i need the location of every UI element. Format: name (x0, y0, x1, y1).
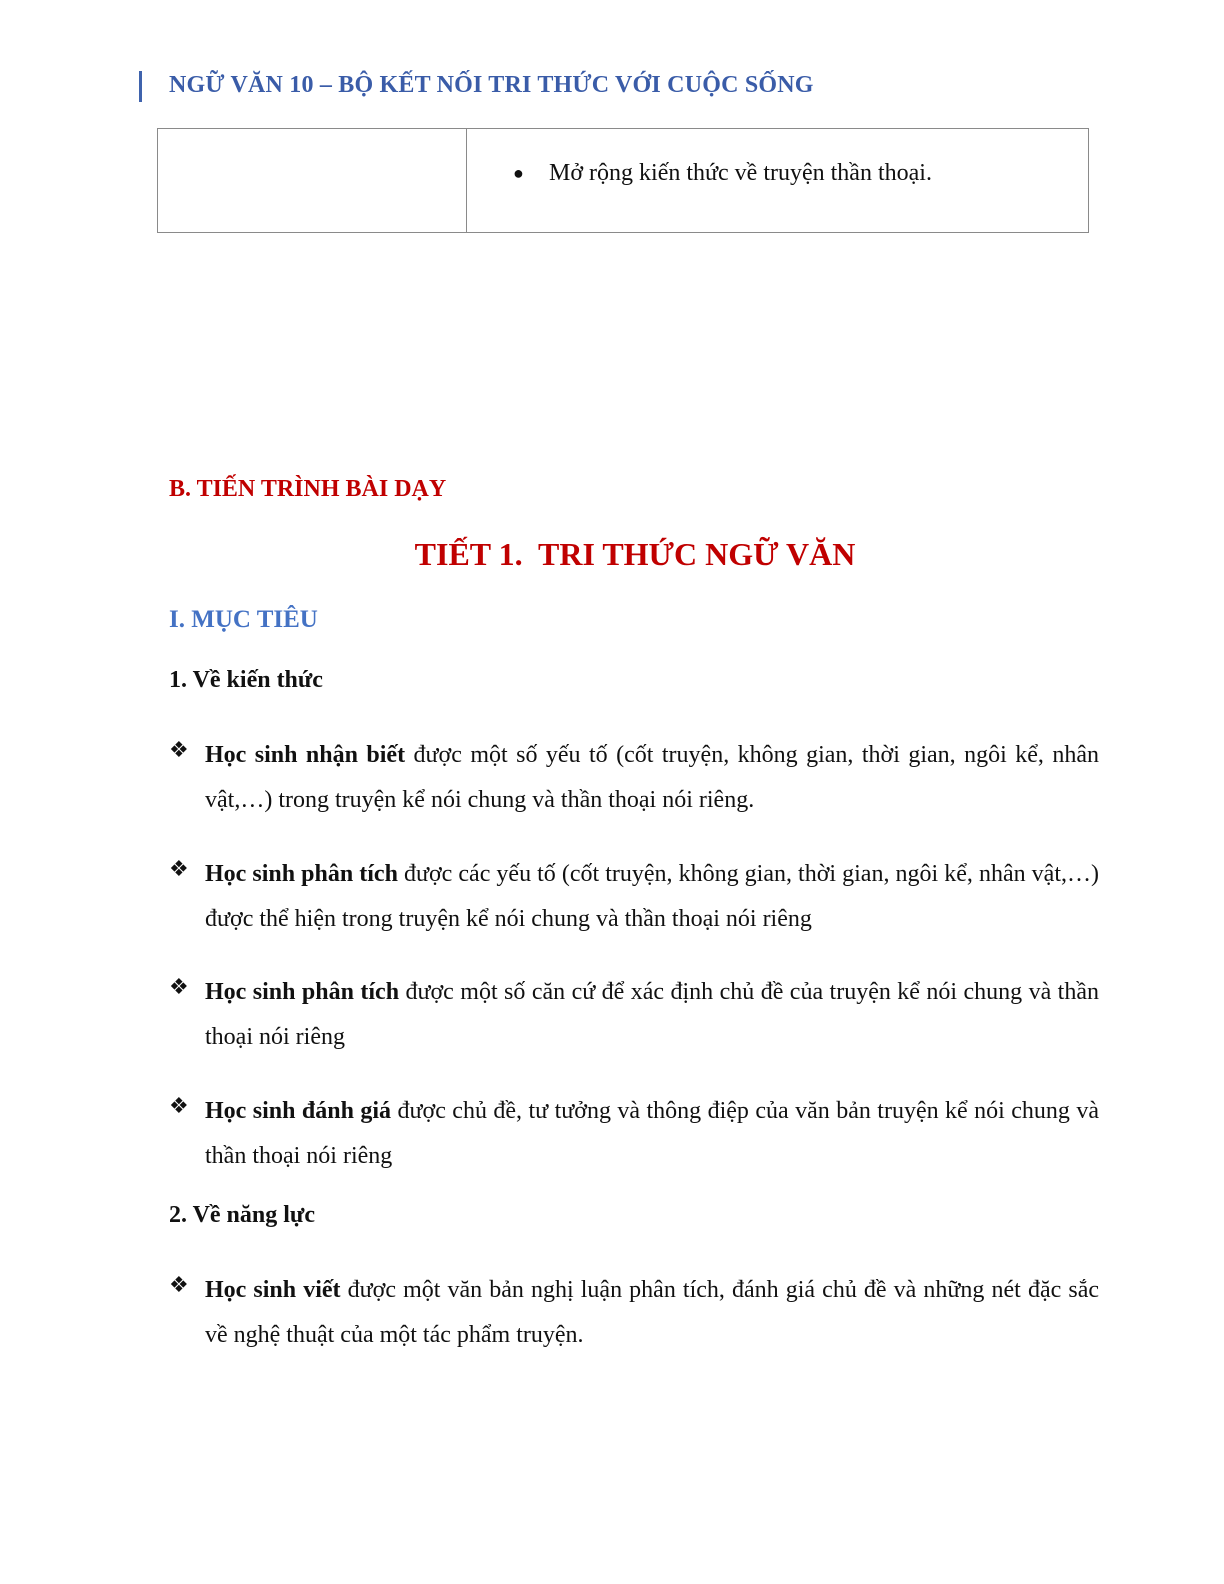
table-cell-right (467, 129, 1088, 232)
diamond-bullet-icon: ❖ (169, 857, 189, 882)
table-cell-text: Mở rộng kiến thức về truyện thần thoại. (549, 160, 932, 186)
list-item-body: được một văn bản nghị luận phân tích, đánh giá chủ đề và những nét đặc sắc về nghệ thuật của một tác phẩm truyện. (205, 1277, 1099, 1348)
list-item-body: được các yếu tố (cốt truyện, không gian, thời gian, ngôi kể, nhân vật,…) được thể hiện trong truyện kể nói chung và thần thoại nói riêng (205, 861, 1099, 932)
subsection-knowledge-heading: 1. Về kiến thức (169, 667, 323, 693)
list-item-bold: Học sinh viết (205, 1277, 341, 1303)
section-b-heading: B. TIẾN TRÌNH BÀI DẠY (169, 476, 447, 502)
list-item-bold: Học sinh phân tích (205, 861, 398, 887)
list-item (169, 970, 1099, 1060)
list-item (169, 733, 1099, 823)
list-item-bold: Học sinh đánh giá (205, 1098, 392, 1124)
lesson-title: TIẾT 1. TRI THỨC NGỮ VĂN (414, 536, 856, 572)
section-i-heading: I. MỤC TIÊU (169, 606, 318, 633)
list-item-body: được một số yếu tố (cốt truyện, không gian, thời gian, ngôi kể, nhân vật,…) trong truyện kể nói chung và thần thoại nói riêng. (205, 742, 1099, 813)
list-item-text (205, 1089, 1099, 1179)
list-item-text (205, 733, 1099, 823)
list-item-text (205, 852, 1099, 942)
diamond-bullet-icon: ❖ (169, 975, 189, 1000)
list-item (169, 1268, 1099, 1358)
filled-circle-bullet-icon: ● (513, 163, 524, 183)
header-accent-bar (139, 71, 142, 102)
continued-table (157, 128, 1089, 233)
list-item-text (205, 1268, 1099, 1358)
diamond-bullet-icon: ❖ (169, 1273, 189, 1298)
list-item (169, 1089, 1099, 1179)
list-item-text (205, 970, 1099, 1060)
list-item-bold: Học sinh phân tích (205, 979, 400, 1005)
list-item-body: được chủ đề, tư tưởng và thông điệp của văn bản truyện kể nói chung và thần thoại nói riêng (205, 1098, 1100, 1169)
table-cell-left (158, 129, 467, 232)
page-header-title: NGỮ VĂN 10 – BỘ KẾT NỐI TRI THỨC VỚI CUỘC SỐNG (169, 72, 814, 98)
subsection-competence-heading: 2. Về năng lực (169, 1202, 315, 1228)
list-item-body: được một số căn cứ để xác định chủ đề của truyện kể nói chung và thần thoại nói riêng (205, 979, 1099, 1050)
list-item (169, 852, 1099, 942)
diamond-bullet-icon: ❖ (169, 738, 189, 763)
list-item-bold: Học sinh nhận biết (205, 742, 406, 768)
diamond-bullet-icon: ❖ (169, 1094, 189, 1119)
